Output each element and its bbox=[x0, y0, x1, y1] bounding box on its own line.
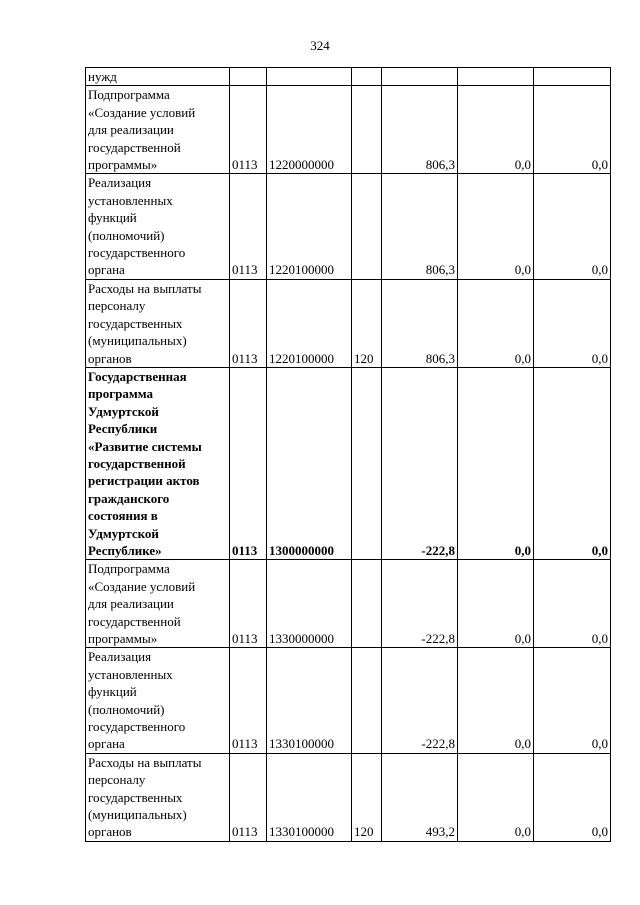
expense-type-cell bbox=[352, 648, 382, 753]
target-article-cell: 1330100000 bbox=[267, 753, 352, 841]
amount-2-cell: 0,0 bbox=[458, 279, 534, 367]
amount-2-cell: 0,0 bbox=[458, 174, 534, 279]
amount-2-cell bbox=[458, 68, 534, 86]
expense-type-cell bbox=[352, 86, 382, 174]
table-row bbox=[86, 279, 611, 367]
table-row bbox=[86, 367, 611, 559]
expense-type-cell: 120 bbox=[352, 279, 382, 367]
amount-3-cell: 0,0 bbox=[534, 560, 611, 648]
expense-type-cell bbox=[352, 560, 382, 648]
amount-3-cell bbox=[534, 68, 611, 86]
target-article-cell: 1220100000 bbox=[267, 174, 352, 279]
row-name-cell: Подпрограмма «Создание условий для реализации государственной программы» bbox=[86, 86, 230, 174]
table-row bbox=[86, 174, 611, 279]
target-article-cell: 1220000000 bbox=[267, 86, 352, 174]
amount-2-cell: 0,0 bbox=[458, 86, 534, 174]
table-row bbox=[86, 68, 611, 86]
amount-3-cell: 0,0 bbox=[534, 86, 611, 174]
expense-type-cell bbox=[352, 174, 382, 279]
amount-1-cell: 806,3 bbox=[382, 279, 458, 367]
amount-1-cell: 806,3 bbox=[382, 174, 458, 279]
target-article-cell: 1330000000 bbox=[267, 560, 352, 648]
amount-3-cell: 0,0 bbox=[534, 174, 611, 279]
amount-2-cell: 0,0 bbox=[458, 367, 534, 559]
section-code-cell: 0113 bbox=[230, 560, 267, 648]
row-name-cell: Подпрограмма «Создание условий для реализации государственной программы» bbox=[86, 560, 230, 648]
amount-3-cell: 0,0 bbox=[534, 367, 611, 559]
row-name-cell: Реализация установленных функций (полномочий) государственного органа bbox=[86, 648, 230, 753]
expense-type-cell: 120 bbox=[352, 753, 382, 841]
amount-1-cell: -222,8 bbox=[382, 560, 458, 648]
expense-type-cell bbox=[352, 367, 382, 559]
amount-3-cell: 0,0 bbox=[534, 753, 611, 841]
row-name-cell: Расходы на выплаты персоналу государственных (муниципальных) органов bbox=[86, 279, 230, 367]
section-code-cell: 0113 bbox=[230, 367, 267, 559]
row-name-cell: Государственная программа Удмуртской Республики «Развитие системы государственной регистрации актов гражданского состояния в Удмуртской Республике» bbox=[86, 367, 230, 559]
section-code-cell: 0113 bbox=[230, 648, 267, 753]
section-code-cell: 0113 bbox=[230, 86, 267, 174]
section-code-cell: 0113 bbox=[230, 174, 267, 279]
table-row bbox=[86, 86, 611, 174]
amount-2-cell: 0,0 bbox=[458, 560, 534, 648]
target-article-cell bbox=[267, 68, 352, 86]
section-code-cell: 0113 bbox=[230, 279, 267, 367]
page-number: 324 bbox=[310, 38, 330, 53]
amount-3-cell: 0,0 bbox=[534, 279, 611, 367]
target-article-cell: 1220100000 bbox=[267, 279, 352, 367]
amount-1-cell: 806,3 bbox=[382, 86, 458, 174]
budget-table bbox=[85, 67, 611, 842]
section-code-cell: 0113 bbox=[230, 753, 267, 841]
amount-2-cell: 0,0 bbox=[458, 753, 534, 841]
amount-1-cell: 493,2 bbox=[382, 753, 458, 841]
amount-3-cell: 0,0 bbox=[534, 648, 611, 753]
amount-1-cell: -222,8 bbox=[382, 648, 458, 753]
row-name-cell: Расходы на выплаты персоналу государственных (муниципальных) органов bbox=[86, 753, 230, 841]
expense-type-cell bbox=[352, 68, 382, 86]
table-row bbox=[86, 753, 611, 841]
target-article-cell: 1300000000 bbox=[267, 367, 352, 559]
table-row bbox=[86, 560, 611, 648]
table-row bbox=[86, 648, 611, 753]
row-name-cell: нужд bbox=[86, 68, 230, 86]
amount-1-cell bbox=[382, 68, 458, 86]
row-name-cell: Реализация установленных функций (полномочий) государственного органа bbox=[86, 174, 230, 279]
target-article-cell: 1330100000 bbox=[267, 648, 352, 753]
amount-1-cell: -222,8 bbox=[382, 367, 458, 559]
amount-2-cell: 0,0 bbox=[458, 648, 534, 753]
section-code-cell bbox=[230, 68, 267, 86]
